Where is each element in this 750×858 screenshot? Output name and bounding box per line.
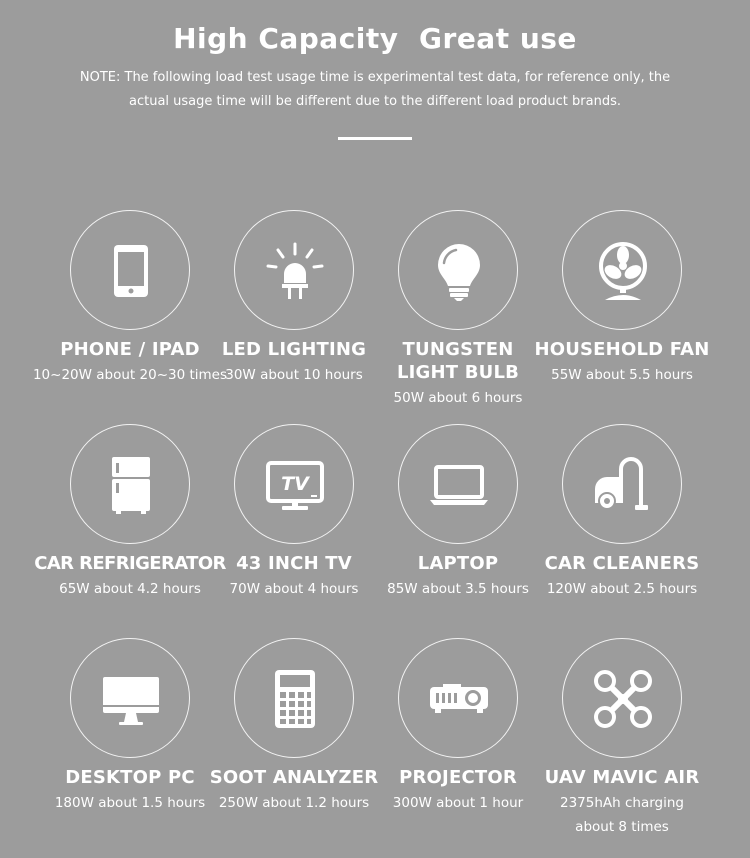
item-name: PROJECTOR [399,767,517,788]
projector-icon [429,669,489,729]
desktop-pc-icon [101,669,161,729]
item-name-line-1: TUNGSTEN [402,339,514,360]
drone-icon [593,669,653,729]
fan-icon-circle [562,210,682,330]
item-desc-line-1: 2375hAh charging [559,795,684,811]
item-desc: 50W about 6 hours [393,390,523,406]
item-name: LAPTOP [417,553,499,574]
laptop-icon [429,455,489,515]
item-desc: 55W about 5.5 hours [551,367,693,383]
item-name: DESKTOP PC [65,767,195,788]
laptop-icon-circle [398,424,518,544]
title-divider [338,137,412,140]
item-desc: 180W about 1.5 hours [54,795,206,811]
item-uav-mavic-air [522,766,722,839]
light-bulb-icon-circle [398,210,518,330]
calculator-icon-circle [234,638,354,758]
vacuum-cleaner-icon-circle [562,424,682,544]
item-name: 43 INCH TV [236,553,352,574]
refrigerator-icon-circle [70,424,190,544]
tv-icon [265,455,325,515]
light-bulb-icon [429,241,489,301]
item-household-fan [522,338,722,387]
phone-icon [101,241,161,301]
item-car-cleaners [522,552,722,601]
page-title: High Capacity Great use [173,22,577,55]
item-name: UAV MAVIC AIR [544,767,700,788]
tv-icon-circle [234,424,354,544]
note-text [70,66,680,114]
item-name: SOOT ANALYZER [209,767,379,788]
item-desc-line-2: about 8 times [575,819,669,835]
item-desc: 10~20W about 20~30 times [32,367,228,383]
tv-icon-label: TV [281,473,309,495]
led-light-icon [265,241,325,301]
item-name: HOUSEHOLD FAN [534,339,710,360]
refrigerator-icon [101,455,161,515]
item-name: LED LIGHTING [221,339,367,360]
item-desc: 70W about 4 hours [229,581,359,597]
item-desc: 30W about 10 hours [225,367,363,383]
item-name: PHONE / IPAD [60,339,200,360]
phone-icon-circle [70,210,190,330]
projector-icon-circle [398,638,518,758]
item-name-line-2: LIGHT BULB [396,362,520,383]
item-desc: 120W about 2.5 hours [546,581,698,597]
note-line-2: actual usage time will be different due to the different load product brands. [129,94,621,109]
item-desc: 250W about 1.2 hours [218,795,370,811]
drone-icon-circle [562,638,682,758]
note-line-1: NOTE: The following load test usage time is experimental test data, for reference only, the [79,70,671,85]
item-name: CAR REFRIGERATOR [34,553,226,574]
item-desc: 300W about 1 hour [392,795,524,811]
item-desc: 65W about 4.2 hours [59,581,201,597]
fan-icon [593,241,653,301]
led-light-icon-circle [234,210,354,330]
calculator-icon [265,669,325,729]
desktop-pc-icon-circle [70,638,190,758]
item-name: CAR CLEANERS [544,553,700,574]
vacuum-cleaner-icon [593,455,653,515]
item-desc: 85W about 3.5 hours [387,581,529,597]
